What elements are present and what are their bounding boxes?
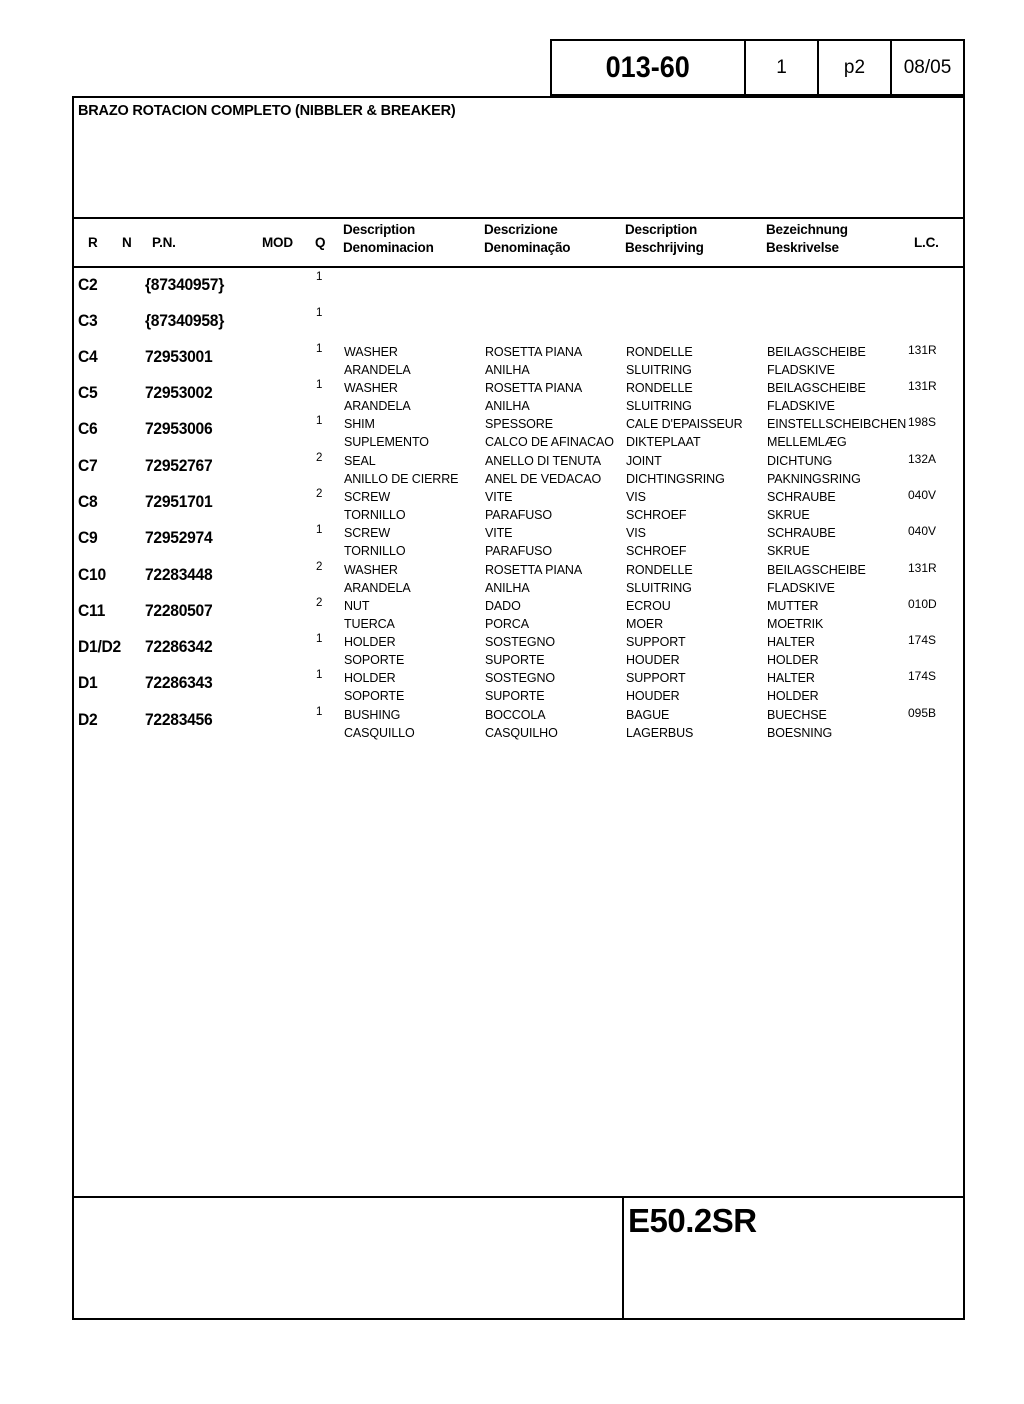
quantity: 1	[316, 633, 323, 645]
desc-en-es	[344, 669, 404, 705]
col-desc-es: Denominacion	[343, 240, 434, 255]
desc-it-pt	[485, 561, 582, 597]
table-row	[72, 343, 965, 383]
desc-en: WASHER	[344, 345, 398, 359]
desc-da: FLADSKIVE	[767, 363, 835, 377]
table-row	[72, 488, 965, 528]
desc-en-es	[344, 597, 395, 633]
ref-code: C8	[78, 492, 98, 511]
date-box	[892, 39, 965, 96]
table-row	[72, 706, 965, 746]
ref-code: C9	[78, 528, 98, 547]
desc-fr: RONDELLE	[626, 381, 693, 395]
table-row	[72, 452, 965, 492]
desc-nl: SLUITRING	[626, 399, 692, 413]
ref-code: D2	[78, 710, 98, 729]
desc-pt: ANILHA	[485, 399, 530, 413]
col-desc-de-da	[766, 221, 848, 257]
desc-it-pt	[485, 452, 601, 488]
desc-da: SKRUE	[767, 508, 810, 522]
part-number: {87340958}	[145, 311, 225, 330]
desc-en-es	[344, 524, 406, 560]
desc-es: ARANDELA	[344, 581, 411, 595]
lc-code: 040V	[908, 524, 937, 538]
desc-it: ROSETTA PIANA	[485, 345, 583, 359]
desc-fr: VIS	[626, 490, 646, 504]
col-n: N	[122, 235, 132, 250]
desc-fr-nl	[626, 633, 686, 669]
desc-it-pt	[485, 597, 529, 633]
desc-de-da	[767, 379, 866, 415]
footer-divider	[72, 1196, 965, 1198]
part-number: 72952767	[145, 456, 213, 475]
desc-es: TUERCA	[344, 617, 395, 631]
desc-en-es	[344, 379, 411, 415]
desc-en: WASHER	[344, 563, 398, 577]
page-box	[819, 39, 892, 96]
desc-de: BEILAGSCHEIBE	[767, 345, 866, 359]
desc-it: VITE	[485, 490, 513, 504]
ref-code: C3	[78, 311, 98, 330]
quantity: 1	[316, 524, 323, 536]
desc-en: BUSHING	[344, 708, 401, 722]
desc-da: MELLEMLÆG	[767, 435, 847, 449]
page-number: p2	[843, 56, 866, 78]
desc-nl: SCHROEF	[626, 508, 687, 522]
desc-fr-nl	[626, 488, 686, 524]
desc-de-da	[767, 415, 906, 451]
desc-es: SOPORTE	[344, 689, 405, 703]
desc-es: ARANDELA	[344, 363, 411, 377]
desc-fr-nl	[626, 706, 693, 742]
desc-da: BOESNING	[767, 726, 833, 740]
lc-code: 131R	[908, 561, 937, 575]
desc-de-da	[767, 488, 836, 524]
desc-it-pt	[485, 379, 582, 415]
desc-en-es	[344, 488, 406, 524]
desc-de: BEILAGSCHEIBE	[767, 563, 866, 577]
desc-de-da	[767, 561, 866, 597]
quantity: 2	[316, 597, 323, 609]
desc-nl: MOER	[626, 617, 664, 631]
desc-fr: BAGUE	[626, 708, 670, 722]
desc-es: CASQUILLO	[344, 726, 415, 740]
table-row	[72, 271, 965, 311]
section-code: 013-60	[605, 50, 691, 84]
part-number: 72283456	[145, 710, 213, 729]
part-number: 72951701	[145, 492, 213, 511]
table-row	[72, 633, 965, 673]
table-row	[72, 415, 965, 455]
desc-it: ANELLO DI TENUTA	[485, 454, 602, 468]
desc-en: WASHER	[344, 381, 398, 395]
desc-pt: CALCO DE AFINACAO	[485, 435, 614, 449]
desc-fr: SUPPORT	[626, 635, 686, 649]
desc-en: SHIM	[344, 417, 375, 431]
table-row	[72, 307, 965, 347]
desc-it-pt	[485, 706, 558, 742]
desc-es: ANILLO DE CIERRE	[344, 472, 459, 486]
lc-code: 010D	[908, 597, 937, 611]
quantity: 2	[316, 488, 323, 500]
desc-fr-nl	[626, 343, 693, 379]
desc-de: SCHRAUBE	[767, 526, 836, 540]
ref-code: C7	[78, 456, 98, 475]
ref-code: C6	[78, 419, 98, 438]
col-desc-pt: Denominação	[484, 240, 571, 255]
desc-en: SEAL	[344, 454, 376, 468]
desc-nl: HOUDER	[626, 653, 680, 667]
desc-da: SKRUE	[767, 544, 810, 558]
desc-de-da	[767, 597, 823, 633]
version-box	[746, 39, 819, 96]
desc-en: HOLDER	[344, 671, 396, 685]
desc-nl: HOUDER	[626, 689, 680, 703]
desc-es: SUPLEMENTO	[344, 435, 429, 449]
part-number: 72283448	[145, 565, 213, 584]
desc-pt: ANEL DE VEDACAO	[485, 472, 602, 486]
table-row	[72, 561, 965, 601]
lc-code: 095B	[908, 706, 937, 720]
desc-en: SCREW	[344, 490, 391, 504]
quantity: 2	[316, 452, 323, 464]
table-row	[72, 669, 965, 709]
desc-de-da	[767, 633, 819, 669]
desc-en: HOLDER	[344, 635, 396, 649]
desc-es: TORNILLO	[344, 544, 406, 558]
table-row	[72, 597, 965, 637]
col-desc-de: Bezeichnung	[766, 222, 848, 237]
desc-it: ROSETTA PIANA	[485, 381, 583, 395]
desc-fr: ECROU	[626, 599, 671, 613]
desc-da: PAKNINGSRING	[767, 472, 861, 486]
desc-fr: RONDELLE	[626, 563, 693, 577]
desc-es: SOPORTE	[344, 653, 405, 667]
quantity: 1	[316, 379, 323, 391]
ref-code: C5	[78, 383, 98, 402]
desc-it-pt	[485, 524, 552, 560]
desc-it: SPESSORE	[485, 417, 553, 431]
ref-code: C10	[78, 565, 106, 584]
lc-code: 040V	[908, 488, 937, 502]
desc-da: FLADSKIVE	[767, 399, 835, 413]
header-bottom-divider	[72, 266, 965, 268]
desc-pt: PARAFUSO	[485, 508, 553, 522]
desc-fr-nl	[626, 524, 686, 560]
desc-de: DICHTUNG	[767, 454, 833, 468]
desc-de: EINSTELLSCHEIBCHEN	[767, 417, 907, 431]
lc-code: 198S	[908, 415, 937, 429]
desc-fr-nl	[626, 452, 725, 488]
part-number: {87340957}	[145, 275, 225, 294]
desc-fr: JOINT	[626, 454, 662, 468]
desc-es: ARANDELA	[344, 399, 411, 413]
desc-nl: DIKTEPLAAT	[626, 435, 701, 449]
desc-it: DADO	[485, 599, 521, 613]
desc-fr-nl	[626, 561, 693, 597]
desc-pt: SUPORTE	[485, 689, 545, 703]
desc-fr: VIS	[626, 526, 646, 540]
section-code-box	[550, 39, 746, 96]
part-number: 72952974	[145, 528, 213, 547]
part-number: 72953002	[145, 383, 213, 402]
part-number: 72286343	[145, 673, 213, 692]
desc-de-da	[767, 343, 866, 379]
desc-pt: ANILHA	[485, 363, 530, 377]
ref-code: C2	[78, 275, 98, 294]
desc-it: ROSETTA PIANA	[485, 563, 583, 577]
page-title: BRAZO ROTACION COMPLETO (NIBBLER & BREAKER)	[78, 103, 456, 119]
quantity: 1	[316, 706, 323, 718]
desc-de: MUTTER	[767, 599, 819, 613]
desc-it-pt	[485, 633, 555, 669]
desc-en-es	[344, 561, 411, 597]
col-desc-nl: Beschrijving	[625, 240, 704, 255]
desc-fr-nl	[626, 415, 743, 451]
desc-pt: PORCA	[485, 617, 529, 631]
desc-fr: SUPPORT	[626, 671, 686, 685]
desc-de-da	[767, 452, 861, 488]
desc-nl: SLUITRING	[626, 581, 692, 595]
desc-nl: SLUITRING	[626, 363, 692, 377]
issue-date: 08/05	[903, 56, 952, 78]
desc-en-es	[344, 452, 458, 488]
desc-it-pt	[485, 343, 582, 379]
col-lc: L.C.	[914, 235, 939, 250]
desc-de: HALTER	[767, 671, 815, 685]
desc-en: SCREW	[344, 526, 391, 540]
lc-code: 174S	[908, 669, 937, 683]
desc-de: BUECHSE	[767, 708, 827, 722]
desc-es: TORNILLO	[344, 508, 406, 522]
table-row	[72, 524, 965, 564]
col-desc-en-es	[343, 221, 434, 257]
col-desc-fr-nl	[625, 221, 704, 257]
desc-de: BEILAGSCHEIBE	[767, 381, 866, 395]
desc-de: HALTER	[767, 635, 815, 649]
version-number: 1	[776, 56, 787, 78]
desc-fr: RONDELLE	[626, 345, 693, 359]
desc-it: SOSTEGNO	[485, 671, 556, 685]
lc-code: 131R	[908, 343, 937, 357]
desc-da: HOLDER	[767, 689, 819, 703]
desc-nl: SCHROEF	[626, 544, 687, 558]
ref-code: D1/D2	[78, 637, 121, 656]
col-r: R	[88, 235, 98, 250]
desc-fr-nl	[626, 597, 671, 633]
col-mod: MOD	[262, 235, 293, 250]
part-number: 72280507	[145, 601, 213, 620]
ref-code: D1	[78, 673, 98, 692]
desc-en-es	[344, 415, 429, 451]
desc-nl: DICHTINGSRING	[626, 472, 725, 486]
desc-de-da	[767, 669, 819, 705]
desc-nl: LAGERBUS	[626, 726, 694, 740]
quantity: 1	[316, 271, 323, 283]
lc-code: 132A	[908, 452, 937, 466]
desc-en-es	[344, 633, 404, 669]
col-pn: P.N.	[152, 235, 176, 250]
desc-it-pt	[485, 669, 555, 705]
desc-da: MOETRIK	[767, 617, 824, 631]
desc-da: FLADSKIVE	[767, 581, 835, 595]
quantity: 1	[316, 307, 323, 319]
desc-en-es	[344, 343, 411, 379]
quantity: 1	[316, 415, 323, 427]
part-number: 72953006	[145, 419, 213, 438]
desc-pt: CASQUILHO	[485, 726, 558, 740]
col-q: Q	[315, 235, 326, 250]
col-desc-it-pt	[484, 221, 570, 257]
quantity: 2	[316, 561, 323, 573]
desc-it-pt	[485, 415, 614, 451]
desc-pt: ANILHA	[485, 581, 530, 595]
desc-en: NUT	[344, 599, 370, 613]
col-desc-it: Descrizione	[484, 222, 558, 237]
desc-de: SCHRAUBE	[767, 490, 836, 504]
quantity: 1	[316, 669, 323, 681]
part-number: 72953001	[145, 347, 213, 366]
desc-pt: PARAFUSO	[485, 544, 553, 558]
header-top-divider	[72, 217, 965, 219]
desc-de-da	[767, 524, 836, 560]
ref-code: C11	[78, 601, 106, 620]
col-desc-da: Beskrivelse	[766, 240, 839, 255]
lc-code: 174S	[908, 633, 937, 647]
desc-it-pt	[485, 488, 552, 524]
desc-de-da	[767, 706, 832, 742]
footer-vertical-divider	[622, 1196, 624, 1320]
table-row	[72, 379, 965, 419]
desc-pt: SUPORTE	[485, 653, 545, 667]
desc-fr-nl	[626, 379, 693, 415]
desc-da: HOLDER	[767, 653, 819, 667]
quantity: 1	[316, 343, 323, 355]
desc-en-es	[344, 706, 415, 742]
col-desc-en: Description	[343, 222, 416, 237]
desc-it: BOCCOLA	[485, 708, 546, 722]
ref-code: C4	[78, 347, 98, 366]
part-number: 72286342	[145, 637, 213, 656]
col-desc-fr: Description	[625, 222, 698, 237]
desc-fr: CALE D'EPAISSEUR	[626, 417, 743, 431]
desc-it: VITE	[485, 526, 513, 540]
machine-model: E50.2SR	[628, 1202, 757, 1239]
lc-code: 131R	[908, 379, 937, 393]
desc-it: SOSTEGNO	[485, 635, 556, 649]
desc-fr-nl	[626, 669, 686, 705]
